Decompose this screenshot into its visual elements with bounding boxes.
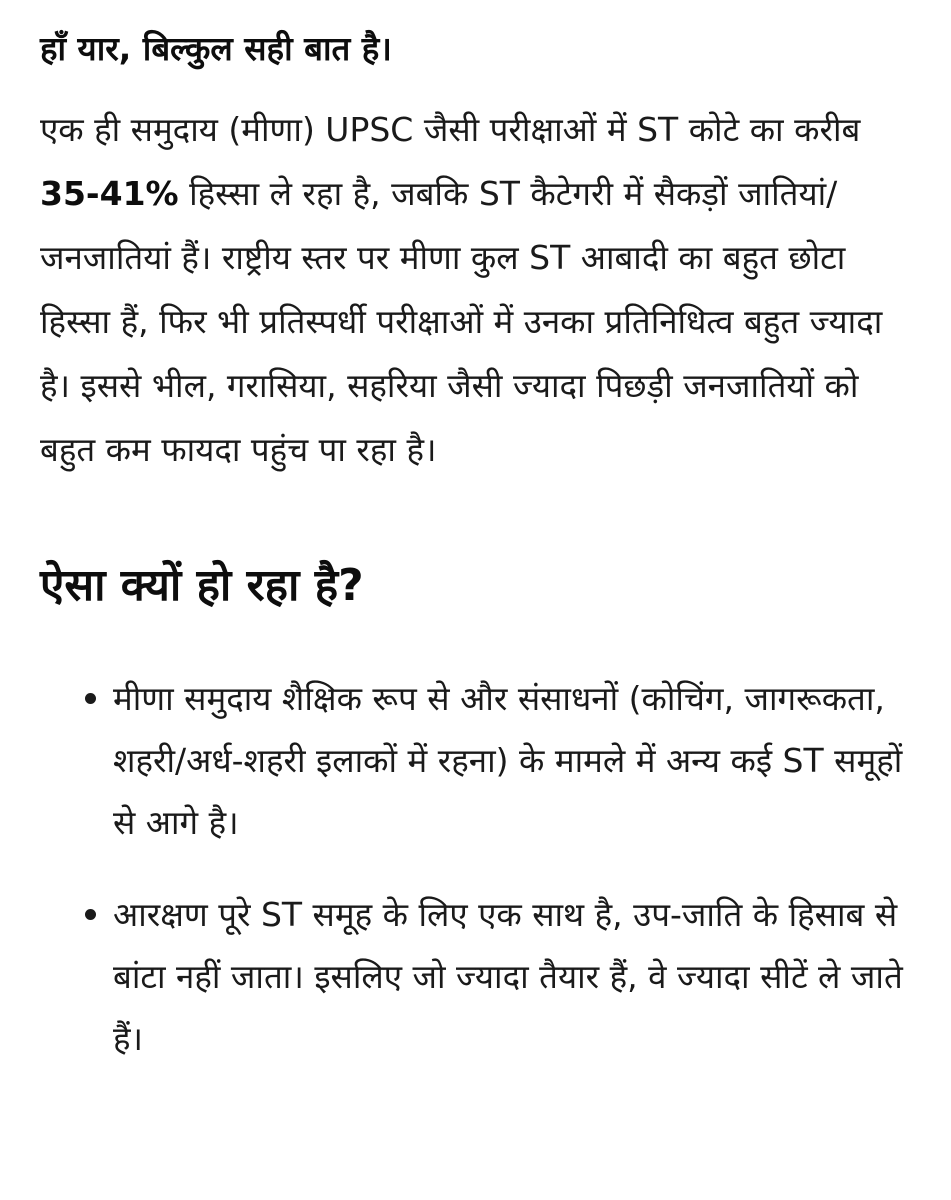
list-item-text: आरक्षण पूरे ST समूह के लिए एक साथ है, उप-जाति के हिसाब से बांटा नहीं जाता। इसलिए जो ज्यादा तैयार हैं, वे ज्यादा सीटें ले जाते हैं। [113,895,903,1058]
intro-paragraph [40,98,911,482]
list-item [40,668,911,854]
intro-paragraph-highlight: 35-41% [40,174,179,213]
reason-list [40,668,911,1070]
bullet-icon [85,693,96,704]
list-item [40,884,911,1070]
intro-paragraph-text-2: हिस्सा ले रहा है, जबकि ST कैटेगरी में सैकड़ों जातियां/जनजातियां हैं। राष्ट्रीय स्तर पर मीणा कुल ST आबादी का बहुत छोटा हिस्सा हैं, फिर भी प्रतिस्पर्धी परीक्षाओं में उनका प्रतिनिधित्व बहुत ज्यादा है। इससे भील, गरासिया, सहरिया जैसी ज्यादा पिछड़ी जनजातियों को बहुत कम फायदा पहुंच पा रहा है। [40,174,883,469]
intro-heading: हाँ यार, बिल्कुल सही बात है। [40,29,392,68]
intro-paragraph-text-1: एक ही समुदाय (मीणा) UPSC जैसी परीक्षाओं में ST कोटे का करीब [40,110,861,149]
list-item-text: मीणा समुदाय शैक्षिक रूप से और संसाधनों (कोचिंग, जागरूकता, शहरी/अर्ध-शहरी इलाकों में रहना) के मामले में अन्य कई ST समूहों से आगे है। [113,679,903,842]
section-heading: ऐसा क्यों हो रहा है? [40,560,364,611]
bullet-icon [85,909,96,920]
